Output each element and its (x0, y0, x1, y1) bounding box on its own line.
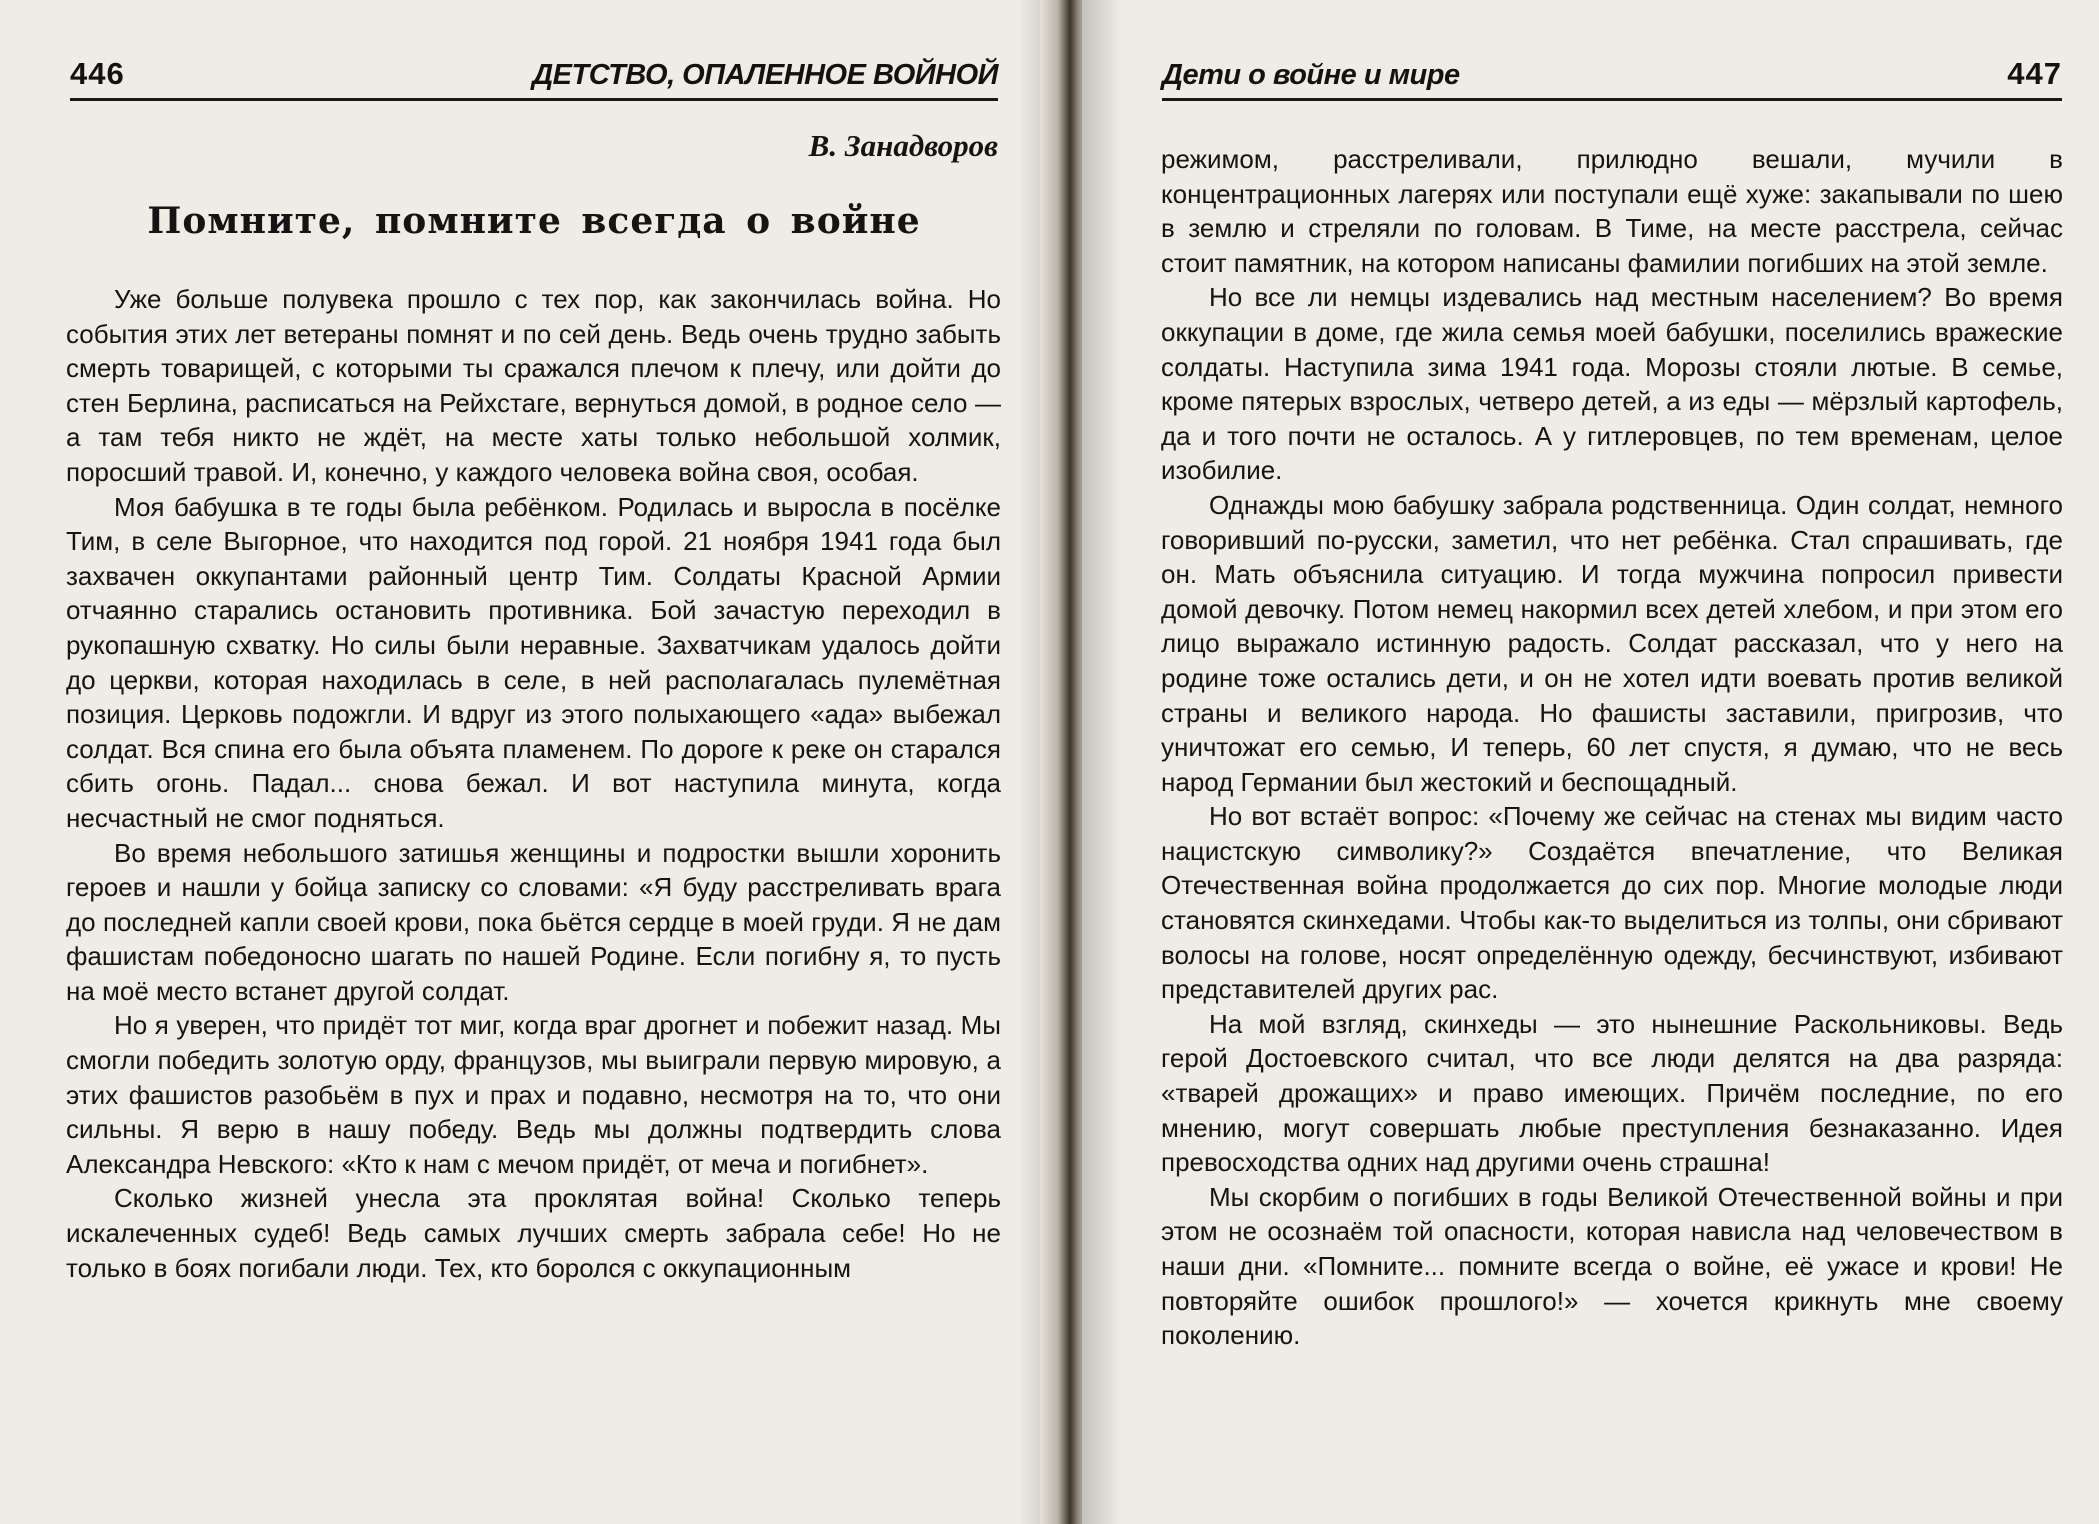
running-head-title-left: ДЕТСТВО, ОПАЛЕННОЕ ВОЙНОЙ (532, 59, 998, 91)
right-page (1082, 0, 2099, 1524)
page-number-right: 447 (2007, 56, 2062, 91)
running-head-right (1162, 48, 2062, 101)
paragraph: Мы скорбим о погибших в годы Великой Отечественной войны и при этом не осознаём той опасности, которая нависла над человечеством в наши дни. «Помните... помните всегда о войне, её ужасе и крови! Не повторяйте ошибок прошлого!» — хочется крикнуть мне своему поколению. (1161, 1181, 2063, 1351)
paragraph: Моя бабушка в те годы была ребёнком. Родилась и выросла в посёлке Тим, в селе Выгорное, что находится под горой. 21 ноября 1941 года был захвачен оккупантами районный центр Тим. Солдаты Красной Армии отчаянно старались остановить противника. Бой зачастую переходил в рукопашную схватку. Но силы были неравные. Захватчикам удалось дойти до церкви, которая находилась в селе, в ней располагалась пулемётная позиция. Церковь подожгли. И вдруг из этого полыхающего «ада» выбежал солдат. Вся спина его была объята пламенем. По дороге к реке он старался сбить огонь. Падал... снова бежал. И вот наступила минута, когда несчастный не смог подняться. (66, 491, 1001, 833)
paragraph: На мой взгляд, скинхеды — это нынешние Раскольниковы. Ведь герой Достоевского считал, что все люди делятся на два разряда: «тварей дрожащих» и право имеющих. Причём последние, по его мнению, могут совершать любые преступления безнаказанно. Идея превосходства одних над другими очень страшна! (1161, 1008, 2063, 1178)
paragraph: Но вот встаёт вопрос: «Почему же сейчас на стенах мы видим часто нацистскую символику?» Создаётся впечатление, что Великая Отечественная война продолжается до сих пор. Многие молодые люди становятся скинхедами. Чтобы как-то выделиться из толпы, они сбривают волосы на голове, носят определённую одежду, бесчинствуют, избивают представителей других рас. (1161, 801, 2063, 1005)
paragraph: Во время небольшого затишья женщины и подростки вышли хоронить героев и нашли у бойца записку со словами: «Я буду расстреливать врага до последней капли своей крови, пока бьётся сердце в моей груди. Я не дам фашистам победоносно шагать по нашей Родине. Если погибну я, то пусть на моё место встанет другой солдат. (66, 837, 1001, 1006)
paragraph-continuation: режимом, расстреливали, прилюдно вешали, мучили в концентрационных лагерях или поступали ещё хуже: закапывали по шею в землю и стреляли по головам. В Тиме, на месте расстрела, сейчас стоит памятник, на котором написаны фамилии погибших на этой земле. (1161, 144, 2063, 278)
running-head-left (70, 48, 998, 101)
paragraph: Сколько жизней унесла эта проклятая война! Сколько теперь искалеченных судеб! Ведь самых лучших смерть забрала себе! Но не только в боях погибали люди. Тех, кто боролся с оккупационным (66, 1183, 1001, 1283)
paragraph: Однажды мою бабушку забрала родственница. Один солдат, немного говоривший по-русски, заметил, что нет ребёнка. Стал спрашивать, где он. Мать объяснила ситуацию. И тогда мужчина попросил привести домой девочку. Потом немец накормил всех детей хлебом, и при этом его лицо выражало истинную радость. Солдат рассказал, что у него на родине тоже остались дети, и он не хотел идти воевать против великой страны и великого народа. Но фашисты заставили, пригрозив, что уничтожат его семью, И теперь, 60 лет спустя, я думаю, что не весь народ Германии был жестокий и беспощадный. (1161, 489, 2063, 797)
page-number-left: 446 (70, 56, 125, 91)
article-title: Помните, помните всегда о войне (147, 200, 921, 242)
paragraph: Но все ли немцы издевались над местным населением? Во время оккупации в доме, где жила семья моей бабушки, поселились вражеские солдаты. Наступила зима 1941 года. Морозы стояли лютые. В семье, кроме пятерых взрослых, четверо детей, а из еды — мёрзлый картофель, да и того почти не осталось. А у гитлеровцев, по тем временам, целое изобилие. (1161, 282, 2063, 486)
left-body-text (66, 282, 1001, 1285)
right-body-text (1161, 142, 2063, 1353)
article-author: В. Занадворов (808, 128, 998, 163)
running-head-title-right: Дети о войне и мире (1162, 59, 1460, 91)
paragraph: Но я уверен, что придёт тот миг, когда враг дрогнет и побежит назад. Мы смогли победить золотую орду, французов, мы выиграли первую мировую, а этих фашистов разобьём в пух и прах и подавно, несмотря на то, что они сильны. Я верю в нашу победу. Ведь мы должны подтвердить слова Александра Невского: «Кто к нам с мечом придёт, от меча и погибнет». (66, 1010, 1001, 1179)
paragraph: Уже больше полувека прошло с тех пор, как закончилась война. Но события этих лет ветераны помнят и по сей день. Ведь очень трудно забыть смерть товарищей, с которыми ты сражался плечом к плечу, или дойти до стен Берлина, расписаться на Рейхстаге, вернуться домой, в родное село — а там тебя никто не ждёт, на месте хаты только небольшой холмик, поросший травой. И, конечно, у каждого человека война своя, особая. (66, 284, 1001, 487)
